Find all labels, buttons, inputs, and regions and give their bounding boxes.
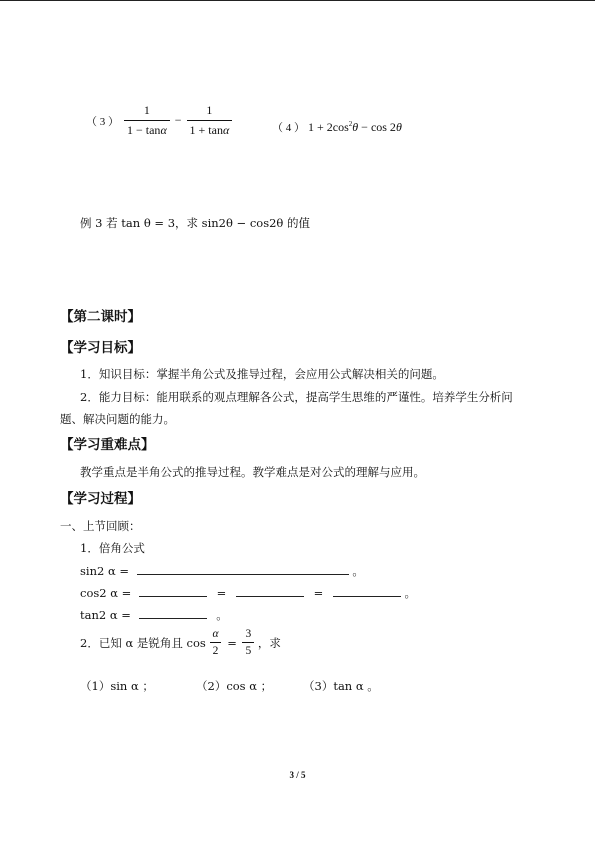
expression-4-part1: 1 + 2cos [308, 120, 349, 134]
alpha-over-2-denominator: 2 [210, 642, 222, 657]
expression-3-label: （ 3 ） [86, 115, 119, 128]
period: 。 [216, 608, 228, 622]
sin2-answer-blank[interactable] [137, 564, 349, 575]
equals-sign: = [313, 586, 324, 600]
formula-tan2 [80, 607, 228, 623]
expression-4 [272, 119, 402, 135]
cos2-answer-blank-2[interactable] [236, 586, 304, 597]
expression-4-part2: − cos 2 [358, 120, 396, 134]
three-fifths-numerator: 3 [245, 628, 252, 640]
review-title: 一、上节回顾： [60, 519, 141, 533]
formula-sin2 [80, 563, 364, 579]
formula-sin2-label: sin2 α = [80, 564, 130, 578]
formula-cos2 [80, 585, 416, 601]
equals-sign: = [216, 586, 227, 600]
period: 。 [352, 564, 364, 578]
fraction-1-den-text: 1 − tan [127, 123, 161, 137]
alpha-symbol: α [222, 123, 230, 137]
question-2-suffix: ，求 [257, 635, 281, 650]
example-3: 例 3 若 tan θ = 3，求 sin2θ − cos2θ 的值 [80, 216, 310, 230]
expression-3 [84, 103, 232, 138]
alpha-symbol: α [160, 123, 167, 137]
cos2-answer-blank-3[interactable] [333, 586, 401, 597]
heading-process: 【学习过程】 [60, 491, 141, 507]
question-2-part-3: （3）tan α 。 [303, 679, 379, 693]
expression-4-label: （ 4 ） [272, 122, 305, 134]
theta-symbol: θ [395, 120, 402, 134]
heading-second-lesson: 【第二课时】 [60, 309, 141, 325]
cos2-answer-blank-1[interactable] [139, 586, 207, 597]
theta-symbol: θ [352, 120, 359, 134]
fraction-1-denominator [124, 120, 170, 138]
question-2-part-2: （2）cos α ； [196, 679, 273, 693]
fraction-2-den-text: 1 + tan [189, 123, 223, 137]
heading-key-points: 【学习重难点】 [60, 437, 155, 453]
goal-item-2-line-2: 题、解决问题的能力。 [60, 412, 175, 426]
equals-sign: = [227, 635, 237, 650]
review-sub-1: 1．倍角公式 [80, 541, 145, 555]
three-fifths-fraction [242, 628, 254, 657]
fraction-2-numerator: 1 [206, 103, 213, 117]
fraction-1-numerator: 1 [143, 103, 150, 117]
key-points-text: 教学重点是半角公式的推导过程。教学难点是对公式的理解与应用。 [80, 465, 425, 479]
formula-tan2-label: tan2 α = [80, 608, 131, 622]
alpha-over-2-fraction [209, 628, 221, 657]
alpha-over-2-numerator: α [212, 628, 219, 640]
formula-cos2-label: cos2 α = [80, 586, 132, 600]
question-2-part-1: （1）sin α ； [80, 679, 154, 693]
three-fifths-denominator: 5 [242, 642, 254, 657]
top-border-line [0, 0, 595, 1]
goal-item-2-line-1: 2．能力目标：能用联系的观点理解各公式，提高学生思维的严谨性。培养学生分析问 [80, 390, 513, 404]
superscript-2: 2 [348, 120, 353, 128]
fraction-2-denominator [187, 120, 233, 138]
minus-sign: − [174, 113, 182, 127]
fraction-1 [124, 103, 170, 138]
period: 。 [404, 586, 417, 600]
question-2-prefix: 2．已知 α 是锐角且 cos [80, 635, 206, 650]
fraction-2 [187, 103, 233, 138]
question-2 [80, 628, 281, 657]
page-number: 3 / 5 [289, 770, 306, 780]
heading-goals: 【学习目标】 [60, 340, 141, 356]
tan2-answer-blank[interactable] [139, 608, 207, 619]
goal-item-1: 1．知识目标：掌握半角公式及推导过程，会应用公式解决相关的问题。 [80, 367, 444, 381]
